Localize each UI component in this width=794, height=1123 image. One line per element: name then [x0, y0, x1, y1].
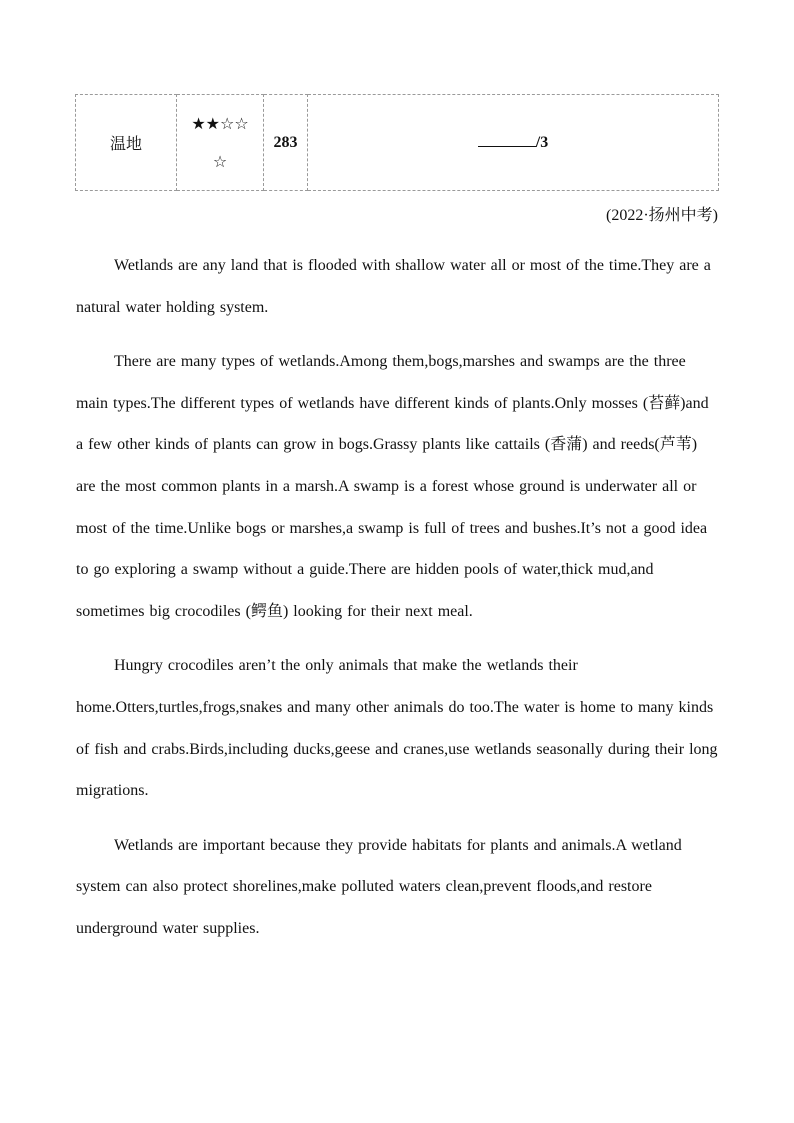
paragraph-2: There are many types of wetlands.Among them,bogs,marshes and swamps are the three main types.The different types of wetlands have different kinds of plants.Only mosses (苔藓)and a few other kinds of plants can grow in bogs.Grassy plants like cattails (香蒲) and reeds(芦苇) are the most common plants in a marsh.A swamp is a forest whose ground is underwater all or most of the time.Unlike bogs or marshes,a swamp is full of trees and bushes.It’s not a good idea to go exploring a swamp without a guide.There are hidden pools of water,thick mud,and sometimes big crocodiles (鳄鱼) looking for their next meal. [76, 353, 709, 620]
difficulty-stars [177, 95, 264, 191]
score-suffix: /3 [535, 133, 549, 151]
paragraph-3: Hungry crocodiles aren’t the only animals that make the wetlands their home.Otters,turtles,frogs,snakes and many other animals do too.The water is home to many kinds of fish and crabs.Birds,including ducks,geese and cranes,use wetlands seasonally during their long migrations. [76, 657, 718, 800]
stars-line-1: ★★☆☆ [191, 113, 249, 133]
paragraph-4: Wetlands are important because they provide habitats for plants and animals.A wetland system can also protect shorelines,make polluted waters clean,prevent floods,and restore underground water supplies. [76, 836, 682, 937]
topic-cell: 温地 [76, 95, 177, 191]
score-cell [308, 95, 719, 191]
reading-info-table [75, 94, 719, 191]
table-row [76, 95, 719, 191]
reading-passage [76, 245, 720, 963]
exam-source: (2022·扬州中考) [606, 207, 718, 224]
score-blank [478, 134, 536, 147]
word-count-cell: 283 [264, 95, 308, 191]
stars-line-2: ☆ [212, 151, 228, 171]
paragraph-1: Wetlands are any land that is flooded with shallow water all or most of the time.They are a natural water holding system. [76, 257, 711, 316]
